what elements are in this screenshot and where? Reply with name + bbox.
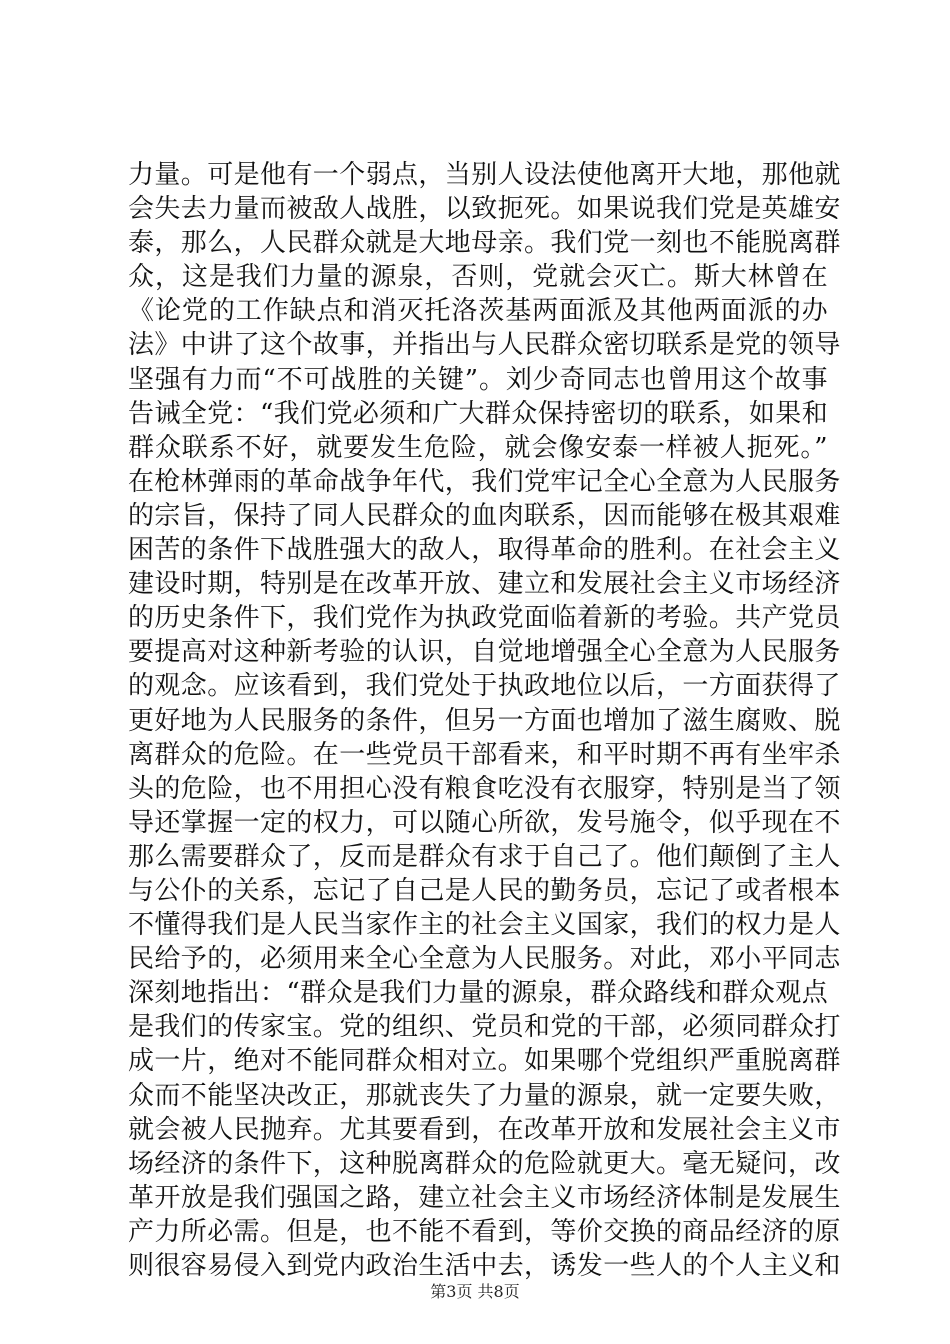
text-line: 群众联系不好，就要发生危险，就会像安泰一样被人扼死。” [128, 432, 828, 463]
text-line: 要提高对这种新考验的认识，自觉地增强全心全意为人民服务 [128, 637, 841, 668]
text-line: 场经济的条件下，这种脱离群众的危险就更大。毫无疑问，改 [128, 1148, 841, 1179]
text-line: 的历史条件下，我们党作为执政党面临着新的考验。共产党员 [128, 603, 841, 634]
text-line: 法》中讲了这个故事，并指出与人民群众密切联系是党的领导 [128, 330, 841, 361]
text-line: 困苦的条件下战胜强大的敌人，取得革命的胜利。在社会主义 [128, 535, 841, 566]
text-line: 坚强有力而“不可战胜的关键”。刘少奇同志也曾用这个故事 [128, 364, 828, 395]
text-line: 则很容易侵入到党内政治生活中去，诱发一些人的个人主义和 [128, 1251, 841, 1281]
text-line: 的宗旨，保持了同人民群众的血肉联系，因而能够在极其艰难 [128, 500, 841, 531]
text-line: 就会被人民抛弃。尤其要看到，在改革开放和发展社会主义市 [128, 1114, 841, 1145]
text-line: 会失去力量而被敌人战胜，以致扼死。如果说我们党是英雄安 [128, 194, 841, 225]
text-line: 革开放是我们强国之路，建立社会主义市场经济体制是发展生 [128, 1182, 841, 1213]
text-line: 建设时期，特别是在改革开放、建立和发展社会主义市场经济 [128, 569, 841, 600]
text-line: 告诫全党：“我们党必须和广大群众保持密切的联系，如果和 [128, 398, 829, 429]
text-line: 众而不能坚决改正，那就丧失了力量的源泉，就一定要失败， [128, 1080, 841, 1111]
body-text [128, 158, 841, 1283]
text-line: 在枪林弹雨的革命战争年代，我们党牢记全心全意为人民服务 [128, 466, 841, 497]
text-line: 成一片，绝对不能同群众相对立。如果哪个党组织严重脱离群 [128, 1046, 841, 1077]
text-line: 力量。可是他有一个弱点，当别人设法使他离开大地，那他就 [128, 160, 841, 190]
text-line: 与公仆的关系，忘记了自己是人民的勤务员，忘记了或者根本 [128, 875, 841, 906]
text-line: 头的危险，也不用担心没有粮食吃没有衣服穿，特别是当了领 [128, 773, 841, 804]
text-line: 导还掌握一定的权力，可以随心所欲，发号施令，似乎现在不 [128, 807, 841, 838]
text-line: 产力所必需。但是，也不能不看到，等价交换的商品经济的原 [128, 1216, 841, 1247]
text-line: 民给予的，必须用来全心全意为人民服务。对此，邓小平同志 [128, 944, 841, 975]
text-line: 离群众的危险。在一些党员干部看来，和平时期不再有坐牢杀 [128, 739, 841, 770]
text-line: 是我们的传家宝。党的组织、党员和党的干部，必须同群众打 [128, 1012, 841, 1043]
text-line: 深刻地指出：“群众是我们力量的源泉，群众路线和群众观点 [128, 978, 829, 1009]
text-line: 那么需要群众了，反而是群众有求于自己了。他们颠倒了主人 [128, 841, 841, 872]
text-line: 泰，那么，人民群众就是大地母亲。我们党一刻也不能脱离群 [128, 228, 841, 259]
text-line: 众，这是我们力量的源泉，否则，党就会灭亡。斯大林曾在 [128, 262, 828, 293]
text-line: 不懂得我们是人民当家作主的社会主义国家，我们的权力是人 [128, 910, 841, 941]
text-line: 《论党的工作缺点和消灭托洛茨基两面派及其他两面派的办 [128, 296, 828, 327]
text-line: 的观念。应该看到，我们党处于执政地位以后，一方面获得了 [128, 671, 841, 702]
page-number-footer: 第3页 共8页 [430, 1282, 520, 1301]
text-line: 更好地为人民服务的条件，但另一方面也增加了滋生腐败、脱 [128, 705, 841, 736]
